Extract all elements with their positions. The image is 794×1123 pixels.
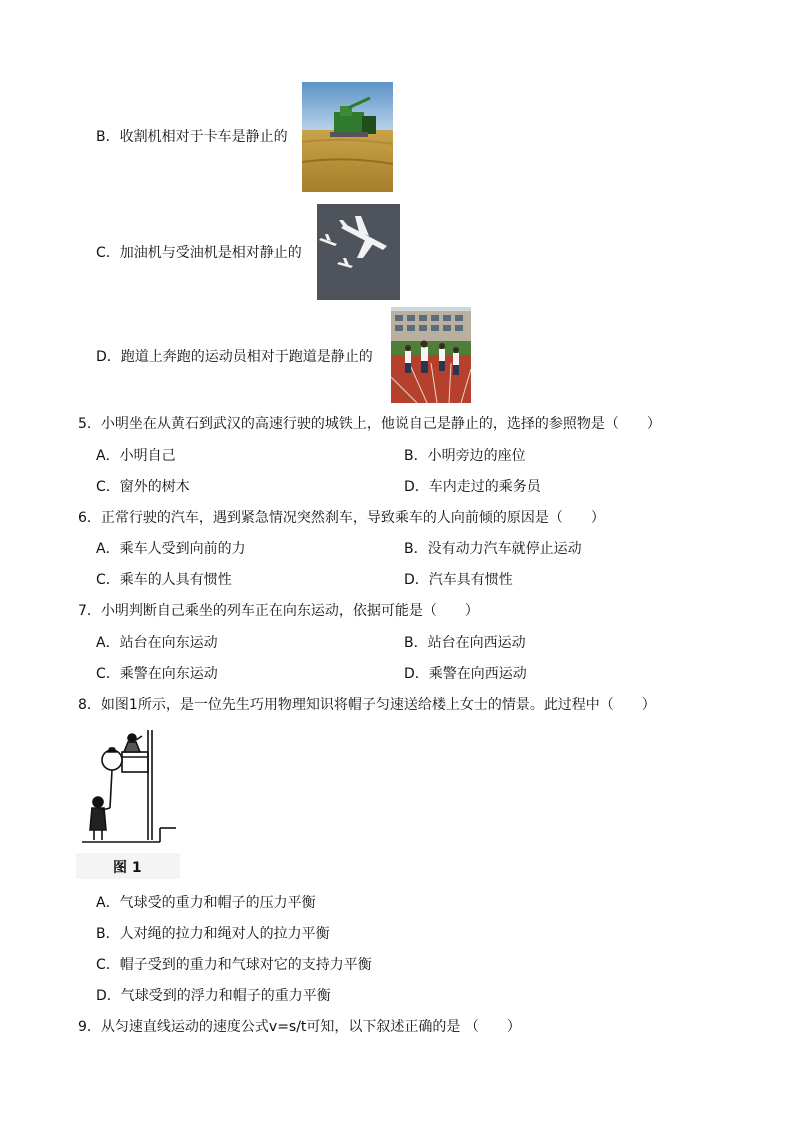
q7-option-a: A．站台在向东运动 — [96, 635, 218, 651]
q7-stem: 7．小明判断自己乘坐的列车正在向东运动，依据可能是（ ） — [78, 603, 479, 619]
q5-option-b: B．小明旁边的座位 — [404, 448, 526, 464]
q8-stem: 8．如图1所示，是一位先生巧用物理知识将帽子匀速送给楼上女士的情景。此过程中（ ） — [78, 697, 656, 713]
q5-option-d: D．车内走过的乘务员 — [404, 479, 541, 495]
harvester-photo — [302, 82, 393, 192]
q8-option-d: D．气球受到的浮力和帽子的重力平衡 — [96, 988, 331, 1004]
q7-option-b: B．站台在向西运动 — [404, 635, 526, 651]
q4-option-c: C．加油机与受油机是相对静止的 — [96, 245, 302, 261]
q8-option-b: B．人对绳的拉力和绳对人的拉力平衡 — [96, 926, 330, 942]
q5-option-a: A．小明自己 — [96, 448, 176, 464]
q6-option-c: C．乘车的人具有惯性 — [96, 572, 232, 588]
q8-option-a: A．气球受的重力和帽子的压力平衡 — [96, 895, 316, 911]
hat-balloon-figure — [82, 730, 176, 848]
q7-option-c: C．乘警在向东运动 — [96, 666, 218, 682]
refueling-planes-photo — [317, 204, 400, 300]
q4-option-b: B．收割机相对于卡车是静止的 — [96, 129, 288, 145]
q5-stem: 5．小明坐在从黄石到武汉的高速行驶的城铁上，他说自己是静止的，选择的参照物是（ ） — [78, 416, 661, 432]
q9-stem: 9．从匀速直线运动的速度公式v=s/t可知，以下叙述正确的是 （ ） — [78, 1019, 521, 1035]
figure-caption: 图 1 — [113, 860, 142, 876]
q8-option-c: C．帽子受到的重力和气球对它的支持力平衡 — [96, 957, 372, 973]
runners-photo — [391, 307, 471, 403]
q6-option-b: B．没有动力汽车就停止运动 — [404, 541, 582, 557]
q4-option-d: D．跑道上奔跑的运动员相对于跑道是静止的 — [96, 349, 373, 365]
q6-stem: 6．正常行驶的汽车，遇到紧急情况突然刹车，导致乘车的人向前倾的原因是（ ） — [78, 510, 605, 526]
q5-option-c: C．窗外的树木 — [96, 479, 190, 495]
q6-option-d: D．汽车具有惯性 — [404, 572, 513, 588]
q6-option-a: A．乘车人受到向前的力 — [96, 541, 246, 557]
q7-option-d: D．乘警在向西运动 — [404, 666, 527, 682]
